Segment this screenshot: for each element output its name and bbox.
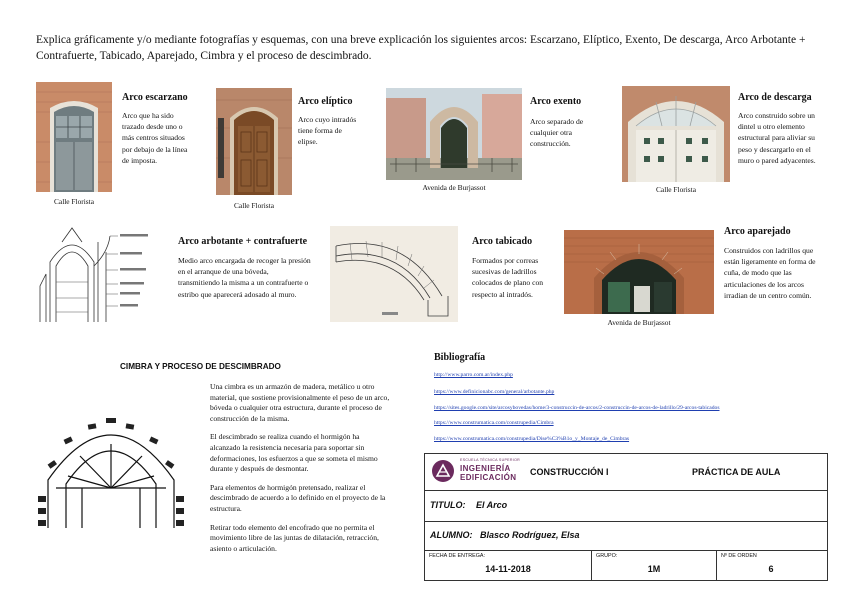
bibliografia-link[interactable]: https://www.definicionabc.com/general/arbotante.php: [434, 389, 555, 395]
photo-arco-aparejado: [564, 230, 714, 314]
caption-eliptico: Calle Florista: [233, 201, 275, 210]
intro-text: Explica gráficamente y/o mediante fotografías y esquemas, con una breve explicación los siguientes arcos: Escarzano, Elíptico, Exento, De descarga, Arco Arbotante + Contrafuerte, Tabicado, Aparejado, Cimbra y el proceso de descimbrado.: [36, 34, 806, 62]
bibliografia-title: Bibliografía: [434, 352, 486, 363]
practice-type: PRÁCTICA DE AULA: [692, 467, 781, 477]
titulo-value: El Arco: [476, 500, 508, 510]
card-desc-arbotante: Medio arco encargada de recoger la presión en el arranque de una bóveda, transmitiendo la misma a un contrafuerte o estribo que aparecerá adosado al muro.: [178, 256, 311, 299]
orden-cell: [716, 550, 826, 581]
card-title-aparejado: Arco aparejado: [724, 226, 791, 237]
photo-arco-descarga: [622, 86, 730, 182]
fecha-cell: [424, 550, 592, 581]
fecha-value: 14-11-2018: [485, 564, 531, 574]
bibliografia-link[interactable]: https://www.construmatica.com/construpedia/Dise%C3%B1o_y_Montaje_de_Cimbras: [434, 436, 630, 442]
grupo-value: 1M: [647, 564, 661, 574]
logo-line-2: EDIFICACIÓN: [460, 473, 517, 482]
card-desc-aparejado: Construidos con ladrillos que están ligeramente en forma de cuña, de modo que las articulaciones de los arcos irradian de un centro común.: [724, 246, 816, 300]
cimbra-text: [210, 382, 390, 562]
card-title-escarzano: Arco escarzano: [122, 92, 188, 103]
caption-escarzano: Calle Florista: [53, 197, 95, 206]
card-title-eliptico: Arco elíptico: [298, 96, 353, 107]
caption-aparejado: Avenida de Burjassot: [607, 318, 671, 327]
cimbra-paragraph: Para elementos de hormigón pretensado, realizar el descimbrado de acuerdo a lo definido en el proyecto de la estructura.: [210, 482, 386, 513]
course-name: CONSTRUCCIÓN I: [530, 467, 609, 477]
cimbra-paragraph: Una cimbra es un armazón de madera, metálico u otro material, que sostiene provisionalmente el peso de un arco, bóveda o cualquier otra estructura, durante el proceso de construcción de la misma.: [210, 382, 390, 423]
photo-arco-eliptico: [216, 88, 292, 195]
logo-small-text: ESCUELA TÉCNICA SUPERIOR: [460, 458, 521, 462]
card-desc-escarzano: Arco que ha sido trazado desde uno o más centros situados por debajo de la línea de imposta.: [122, 111, 188, 165]
card-title-descarga: Arco de descarga: [738, 92, 812, 103]
university-logo-icon: [432, 460, 454, 482]
titulo-row: [424, 490, 828, 522]
logo-line-1: INGENIERÍA: [460, 464, 511, 473]
card-desc-eliptico: Arco cuyo intradós tiene forma de elipse.: [298, 115, 357, 147]
cimbra-title: CIMBRA Y PROCESO DE DESCIMBRADO: [120, 362, 281, 371]
caption-exento: Avenida de Burjassot: [422, 183, 486, 192]
bibliografia-link[interactable]: http://www.parro.com.ar/index.php: [434, 372, 513, 378]
alumno-value: Blasco Rodríguez, Elsa: [480, 530, 580, 540]
titulo-label: TITULO:: [430, 500, 466, 510]
photo-arco-escarzano: [36, 82, 112, 192]
alumno-row: [424, 521, 828, 551]
card-desc-exento: Arco separado de cualquier otra construcción.: [530, 117, 584, 149]
grupo-cell: [591, 550, 717, 581]
card-desc-descarga: Arco construido sobre un dintel u otro elemento estructural para aliviar su peso y descargarlo en el muro o pared adyacentes.: [738, 111, 816, 165]
caption-descarga: Calle Florista: [655, 185, 697, 194]
bibliografia-link[interactable]: https://sites.google.com/site/arcosybovedas/home/3-construccin-de-arcos/2-construccin-de-arcos-de-ladrillo/29-arcos-tabicados: [434, 405, 720, 411]
orden-label: Nº DE ORDEN: [721, 553, 757, 559]
grupo-label: GRUPO:: [596, 553, 618, 559]
bibliografia-link[interactable]: https://www.construmatica.com/construpedia/Cimbra: [434, 420, 554, 426]
photo-arco-exento: [386, 88, 522, 180]
cimbra-paragraph: Retirar todo elemento del encofrado que no permita el movimiento libre de las juntas de dilatación, retracción, asiento o articulación.: [210, 522, 379, 553]
card-title-arbotante: Arco arbotante + contrafuerte: [178, 236, 308, 247]
drawing-arco-tabicado: [330, 226, 458, 322]
orden-value: 6: [768, 564, 774, 574]
card-desc-tabicado: Formados por correas sucesivas de ladrillos colocados de plano con respecto al intradós.: [472, 256, 544, 299]
drawing-cimbra: [36, 400, 186, 530]
fecha-label: FECHA DE ENTREGA:: [429, 553, 486, 559]
alumno-label: ALUMNO:: [430, 530, 473, 540]
card-title-tabicado: Arco tabicado: [472, 236, 533, 247]
card-title-exento: Arco exento: [530, 96, 582, 107]
title-block-header: [424, 453, 828, 491]
drawing-arbotante: [36, 222, 164, 326]
cimbra-paragraph: El descimbrado se realiza cuando el hormigón ha alcanzado la resistencia necesaria para soportar sin deformaciones, los esfuerzos a que se someta el mismo durante y después de desmontar.: [210, 432, 378, 474]
